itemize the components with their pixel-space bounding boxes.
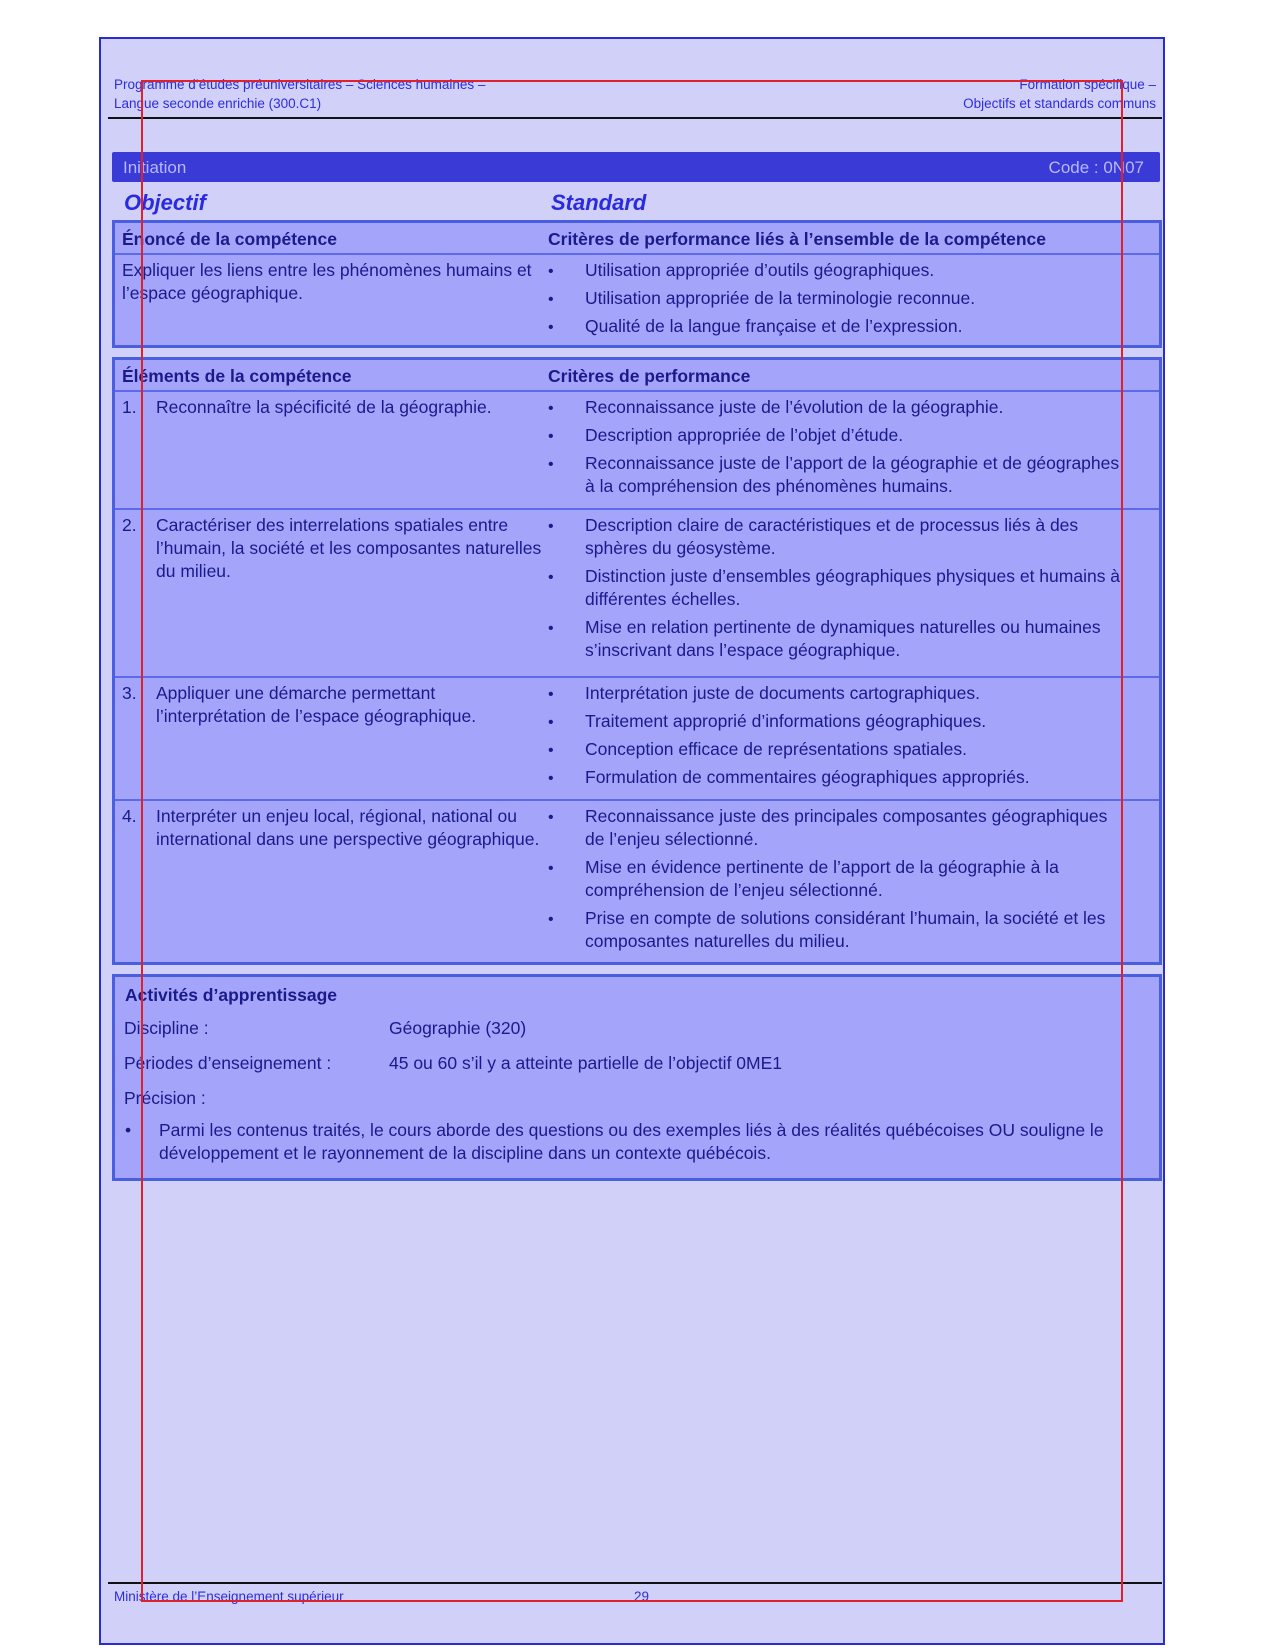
discipline-line [115,1011,1159,1046]
list-item: • Traitement approprié d’informations géographiques. [548,710,1123,733]
bullet-icon: • [548,620,554,637]
bullet-icon: • [548,714,554,731]
list-item: • Prise en compte de solutions considérant l’humain, la société et les composantes naturelles du milieu. [548,908,1106,951]
list-item: • Conception efficace de représentations spatiales. [548,738,1123,761]
list-item: • Utilisation appropriée d’outils géographiques. [548,259,1123,282]
list-item: • Reconnaissance juste de l’apport de la géographie et de géographes à la compréhension des phénomènes humains. [548,453,1120,496]
element-criteria-list [548,396,1123,503]
footer-rule [108,1582,1162,1584]
competence-criteria-list [548,259,1123,343]
element-row-3 [115,676,1159,799]
header-left [114,75,485,113]
element-row-4 [115,799,1159,962]
bullet-icon: • [548,291,554,308]
bullet-icon: • [548,911,554,928]
element-criteria-list [548,682,1123,794]
list-item: • Utilisation appropriée de la terminologie reconnue. [548,287,1123,310]
header-right [963,75,1156,113]
list-item: • Description appropriée de l’objet d’étude. [548,424,1123,447]
list-item: • Mise en évidence pertinente de l’apport de la géographie à la compréhension de l’enjeu sélectionné. [548,857,1059,900]
elements-heading-row [115,360,1159,390]
header-program: Programme d’études préuniversitaires – Sciences humaines – [114,77,486,92]
course-title: Initiation [123,158,187,177]
bullet-icon: • [548,400,554,417]
periods-value: 45 ou 60 s’il y a atteinte partielle de l’objectif 0ME1 [389,1053,783,1073]
column-headings [108,186,1162,220]
list-item: • Description claire de caractéristiques et de processus liés à des sphères du géosystème. [548,515,1079,558]
periods-label: Périodes d’enseignement : [124,1053,332,1073]
list-item: • Qualité de la langue française et de l’expression. [548,315,1123,338]
bullet-icon: • [548,569,554,586]
bullet-icon: • [548,263,554,280]
bullet-icon: • [548,319,554,336]
footer-text [108,1589,1162,1609]
bullet-icon: • [548,428,554,445]
page-footer [108,1582,1162,1609]
element-statement: Reconnaître la spécificité de la géographie. [156,397,492,417]
list-item: • Mise en relation pertinente de dynamiques naturelles ou humaines s’inscrivant dans l’espace géographique. [548,617,1101,660]
element-row-1 [115,390,1159,508]
elements-heading: Éléments de la compétence [122,366,352,386]
header-rule [108,117,1162,119]
list-item: • Reconnaissance juste des principales composantes géographiques de l’enjeu sélectionné. [548,806,1108,849]
course-title-bar [112,152,1160,182]
activities-box [112,974,1162,1181]
competence-heading-row [115,223,1159,253]
precision-line [115,1081,1159,1116]
element-number: 3. [122,683,137,703]
list-item: • Formulation de commentaires géographiques appropriés. [548,766,1123,789]
document-content [108,75,1162,1181]
competence-box [112,220,1162,348]
header-objectives: Objectifs et standards communs [963,96,1156,111]
competence-criteria-heading: Critères de performance liés à l’ensemble de la compétence [548,229,1046,249]
activities-heading: Activités d’apprentissage [125,985,338,1005]
elements-box [112,357,1162,965]
element-number: 1. [122,397,137,417]
element-row-2 [115,508,1159,676]
bullet-icon: • [548,809,554,826]
discipline-label: Discipline : [124,1018,209,1038]
precision-label: Précision : [124,1088,206,1108]
competence-statement-heading: Énoncé de la compétence [122,229,337,249]
header-program-sub: Langue seconde enrichie (300.C1) [114,96,322,111]
element-criteria-list [548,514,1123,667]
bullet-icon: • [548,860,554,877]
element-number: 4. [122,806,137,826]
list-item: • Reconnaissance juste de l’évolution de la géographie. [548,396,1123,419]
list-item: • Distinction juste d’ensembles géographiques physiques et humains à différentes échelles. [548,566,1121,609]
list-item: • Interprétation juste de documents cartographiques. [548,682,1123,705]
precision-item [115,1116,1159,1178]
element-statement: Caractériser des interrelations spatiales entre l’humain, la société et les composantes naturelles du milieu. [156,515,542,581]
header-formation: Formation spécifique – [1019,77,1156,92]
discipline-value: Géographie (320) [389,1018,527,1038]
bullet-icon: • [548,686,554,703]
footer-ministry: Ministère de l’Enseignement supérieur [114,1589,344,1604]
bullet-icon: • [548,770,554,787]
periods-line [115,1046,1159,1081]
bullet-icon: • [548,742,554,759]
bullet-icon: • [548,456,554,473]
page-header [108,75,1162,117]
bullet-icon: • [548,518,554,535]
elements-criteria-heading: Critères de performance [548,366,751,386]
competence-content-row [115,253,1159,345]
page-number: 29 [634,1589,650,1604]
objectif-heading: Objectif [124,190,206,215]
element-statement: Interpréter un enjeu local, régional, national ou international dans une perspective géographique. [156,806,540,849]
precision-text: Parmi les contenus traités, le cours aborde des questions ou des exemples liés à des réalités québécoises OU souligne le développement et le rayonnement de la discipline dans un contexte québécois. [159,1120,1104,1163]
bullet-icon: • [125,1120,132,1140]
standard-heading: Standard [551,190,647,215]
activities-heading-row [115,977,1159,1011]
element-number: 2. [122,515,137,535]
element-criteria-list [548,805,1123,958]
element-statement: Appliquer une démarche permettant l’interprétation de l’espace géographique. [156,683,477,726]
competence-statement: Expliquer les liens entre les phénomènes humains et l’espace géographique. [122,260,532,303]
course-code: Code : 0N07 [1048,158,1144,177]
